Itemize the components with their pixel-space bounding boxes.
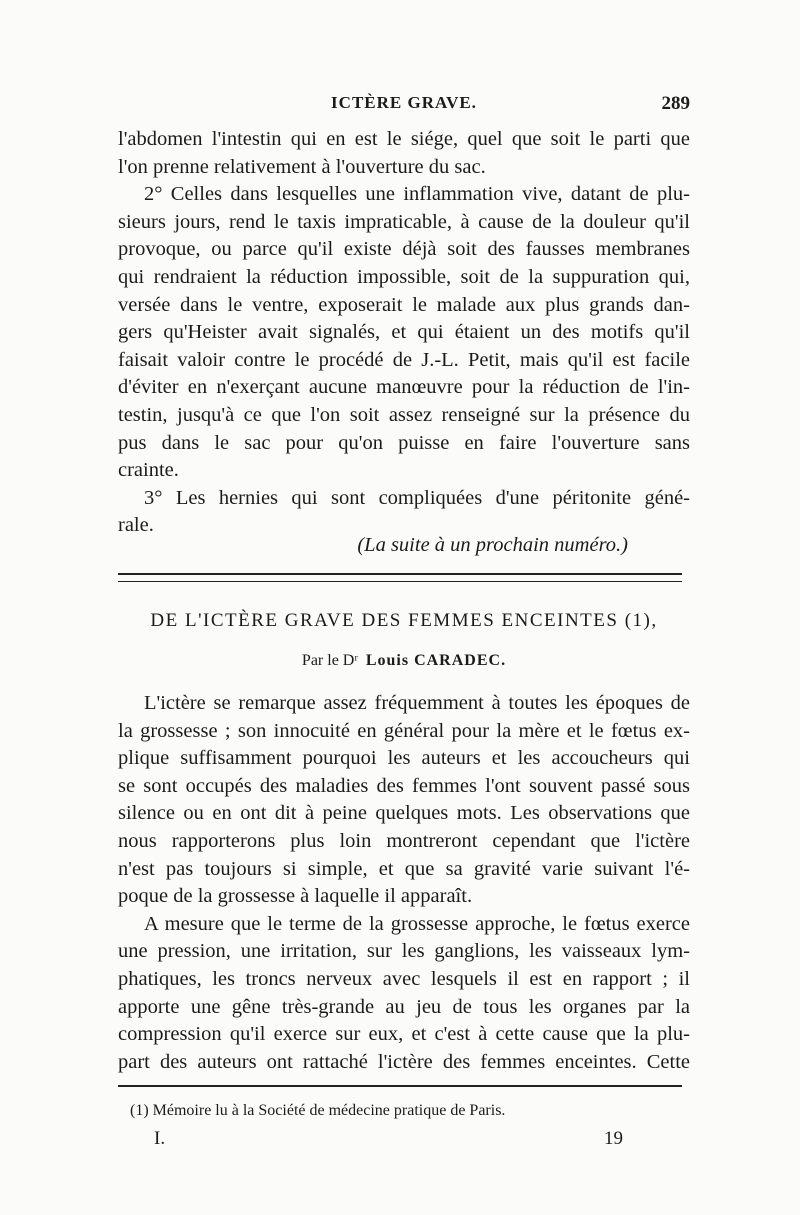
byline: [118, 652, 690, 670]
section-divider: [118, 573, 682, 582]
text-line: provoque, ou parce qu'il existe déjà soit des fausses membranes: [118, 238, 690, 261]
page-number: 289: [661, 93, 690, 114]
text-line: faisait valoir contre le procédé de J.-L. Petit, mais qu'il est facile: [118, 348, 690, 371]
text-line: A mesure que le terme de la grossesse approche, le fœtus exerce: [144, 912, 690, 935]
section-one-text: [118, 126, 690, 540]
text-line: qui rendraient la réduction impossible, soit de la suppuration qui,: [118, 265, 690, 288]
text-line: d'éviter en n'exerçant aucune manœuvre pour la réduction de l'in-: [118, 376, 690, 399]
page-header: [118, 93, 690, 123]
byline-prefix: Par le Dʳ: [301, 652, 358, 669]
text-line: crainte.: [118, 459, 179, 482]
footnote-divider: [118, 1085, 682, 1087]
article-title: DE L'ICTÈRE GRAVE DES FEMMES ENCEINTES (1),: [150, 610, 658, 631]
to-be-continued-note: (La suite à un prochain numéro.): [357, 534, 628, 556]
text-line: 3° Les hernies qui sont compliquées d'une péritonite géné-: [144, 486, 690, 509]
text-line: testin, jusqu'à ce que l'on soit assez renseigné sur la présence du: [118, 403, 690, 426]
text-line: silence ou en ont dit à peine quelques mots. Les observations que: [118, 802, 690, 825]
printer-signature: [118, 1128, 623, 1154]
text-line: sieurs jours, rend le taxis impraticable, à cause de la douleur qu'il: [118, 210, 690, 233]
text-line: versée dans le ventre, exposerait le malade aux plus grands dan-: [118, 293, 690, 316]
text-line: nous rapporterons plus loin montreront cependant que l'ictère: [118, 829, 690, 852]
text-line: poque de la grossesse à laquelle il apparaît.: [118, 885, 473, 908]
text-line: l'abdomen l'intestin qui en est le siége, quel que soit le parti que: [118, 128, 690, 150]
text-line: L'ictère se remarque assez fréquemment à toutes les époques de: [144, 692, 690, 714]
text-line: apporte une gêne très-grande au jeu de tous les organes par la: [118, 995, 690, 1018]
text-line: phatiques, les troncs nerveux avec lesquels il est en rapport ; il: [118, 967, 690, 990]
text-line: compression qu'il exerce sur eux, et c'est à cette cause que la plu-: [118, 1023, 690, 1046]
text-line: gers qu'Heister avait signalés, et qui étaient un des motifs qu'il: [118, 321, 690, 344]
text-line: plique suffisamment pourquoi les auteurs et les accoucheurs qui: [118, 747, 690, 770]
text-line: se sont occupés des maladies des femmes l'ont souvent passé sous: [118, 774, 690, 797]
signature-mark: I.: [154, 1128, 166, 1149]
text-line: l'on prenne relativement à l'ouverture du sac.: [118, 155, 486, 178]
footnote: (1) Mémoire lu à la Société de médecine pratique de Paris.: [130, 1102, 506, 1119]
gathering-number: 19: [604, 1128, 623, 1149]
text-line: pus dans le sac pour qu'on puisse en faire l'ouverture sans: [118, 431, 690, 454]
text-line: n'est pas toujours si simple, et que sa gravité varie suivant l'é-: [118, 857, 690, 880]
article-body-text: [118, 690, 690, 1076]
author-name: Louis CARADEC.: [365, 652, 507, 669]
text-line: une pression, une irritation, sur les ganglions, les vaisseaux lym-: [118, 940, 690, 963]
text-line: la grossesse ; son innocuité en général pour la mère et le fœtus ex-: [118, 719, 690, 742]
text-line: part des auteurs ont rattaché l'ictère des femmes enceintes. Cette: [118, 1050, 690, 1073]
text-line: rale.: [118, 514, 154, 537]
running-title: ICTÈRE GRAVE.: [331, 93, 477, 112]
text-line: 2° Celles dans lesquelles une inflammation vive, datant de plu-: [144, 183, 690, 206]
